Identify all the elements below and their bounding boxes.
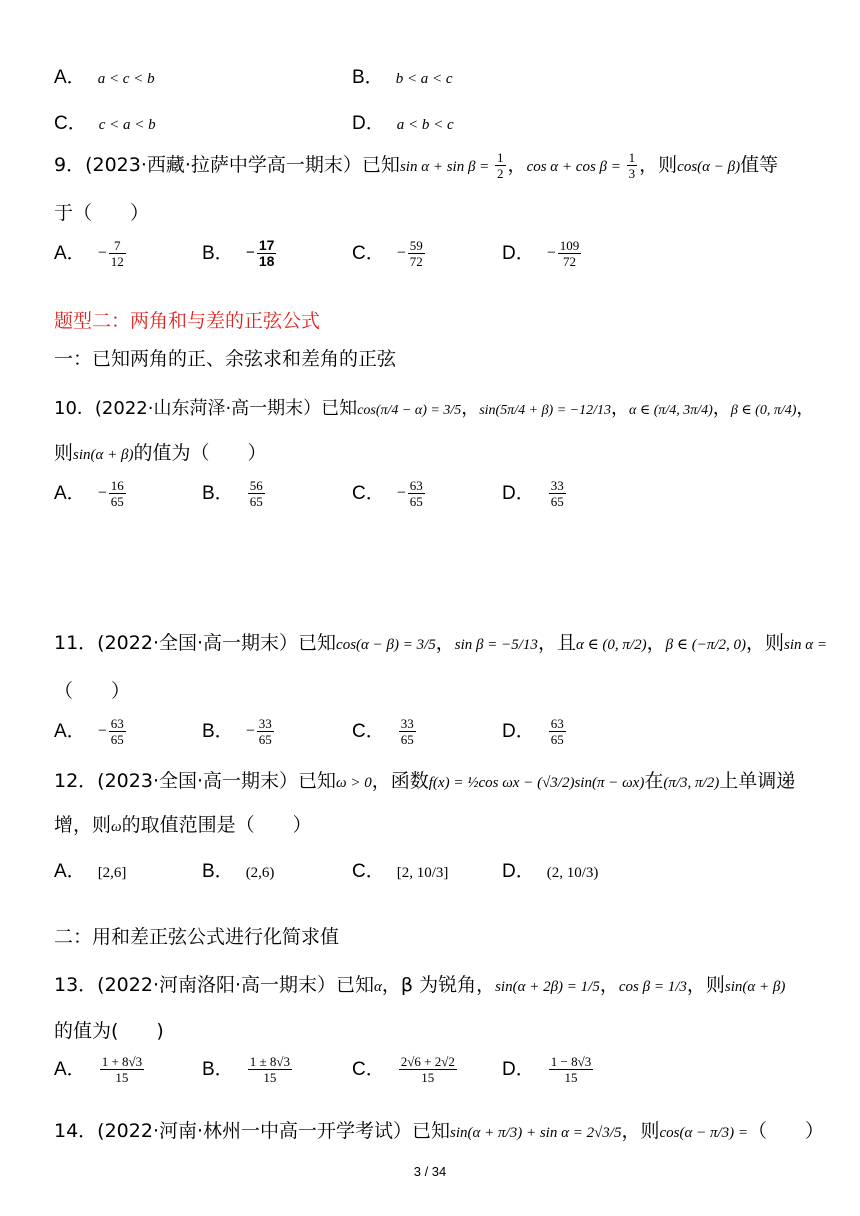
- q11-stem: 11．(2022·全国·高一期末）已知cos(α − β) = 3/5，sin β = −5/13，且α ∈ (0, π/2)，β ∈ (−π/2, 0)，则sin α =: [54, 632, 828, 654]
- q10-stem-line2: 则sin(α + β)的值为（ ）: [54, 442, 267, 464]
- q10-stem: 10．(2022·山东菏泽·高一期末）已知cos(π/4 − α) = 3/5，sin(5π/4 + β) = −12/13，α ∈ (π/4, 3π/4)，β ∈ (0, π/4)，: [54, 398, 815, 419]
- q9-frac-1: $\frac{1}{2}$: [497, 150, 504, 181]
- q13-option-a: A． $\frac{1 + 8√3}{15}$: [54, 1054, 143, 1085]
- q9-option-d: D． − $\frac{109}{72}$: [502, 238, 580, 269]
- q13-option-d: D． $\frac{1 - 8√3}{15}$: [502, 1054, 592, 1085]
- q11-stem-line2: （ ）: [54, 680, 131, 702]
- q13-option-b: B． $\frac{1 \pm 8√3}{15}$: [202, 1054, 290, 1085]
- q11-option-d: D． $\frac{63}{65}$: [502, 716, 564, 747]
- q12-option-b: B． (2,6): [202, 861, 275, 882]
- q8-option-d: D． a < b < c: [352, 113, 454, 134]
- subsection-1: 一：已知两角的正、余弦求和差角的正弦: [54, 348, 397, 370]
- section-title: 题型二：两角和与差的正弦公式: [54, 310, 321, 332]
- q9-stem: 9．(2023·西藏·拉萨中学高一期末）已知sin α + sin β = $\frac{1}{2}$ ，cos α + cos β = $\frac{1}{3}$ ，则cos(α − β)值等: [54, 150, 779, 181]
- subsection-2: 二：用和差正弦公式进行化简求值: [54, 926, 340, 948]
- q9-option-a: A． − $\frac{7}{12}$: [54, 238, 124, 269]
- q9-frac-2: $\frac{1}{3}$: [628, 150, 636, 181]
- q12-option-a: A． [2,6]: [54, 861, 127, 882]
- q10-option-d: D． $\frac{33}{65}$: [502, 478, 564, 509]
- q11-option-a: A． − $\frac{63}{65}$: [54, 716, 124, 747]
- q8-option-a: A． a < c < b: [54, 67, 155, 88]
- q10-option-b: B． $\frac{56}{65}$: [202, 478, 263, 509]
- q8-option-c: C． c < a < b: [54, 113, 156, 134]
- q8-option-b: B． b < a < c: [352, 67, 453, 88]
- q13-option-c: C． $\frac{2√6 + 2√2}{15}$: [352, 1054, 455, 1085]
- q13-stem: 13．(2022·河南洛阳·高一期末）已知α，β 为锐角，sin(α + 2β) = 1/5，cos β = 1/3，则sin(α + β): [54, 974, 786, 996]
- q12-option-c: C． [2, 10/3]: [352, 861, 449, 882]
- q10-option-a: A． − $\frac{16}{65}$: [54, 478, 124, 509]
- q9-option-b: B． − $\frac{17}{18}$: [202, 237, 275, 269]
- page-number: 3 / 34: [413, 1164, 447, 1179]
- q12-stem-line2: 增，则ω的取值范围是（ ）: [54, 814, 312, 836]
- q12-stem: 12．(2023·全国·高一期末）已知ω > 0，函数f(x) = ½cos ωx − (√3/2)sin(π − ωx)在(π/3, π/2)上单调递: [54, 770, 796, 792]
- q14-stem: 14．(2022·河南·林州一中高一开学考试）已知sin(α + π/3) + sin α = 2√3/5，则cos(α − π/3) =（ ）: [54, 1120, 825, 1142]
- q11-option-b: B． − $\frac{33}{65}$: [202, 716, 272, 747]
- q13-stem-line2: 的值为( ): [54, 1020, 164, 1042]
- q12-option-d: D． (2, 10/3): [502, 861, 599, 882]
- q9-stem-line2: 于（ ）: [54, 202, 150, 224]
- q11-option-c: C． $\frac{33}{65}$: [352, 716, 414, 747]
- q10-option-c: C． − $\frac{63}{65}$: [352, 478, 423, 509]
- q9-option-c: C． − $\frac{59}{72}$: [352, 238, 423, 269]
